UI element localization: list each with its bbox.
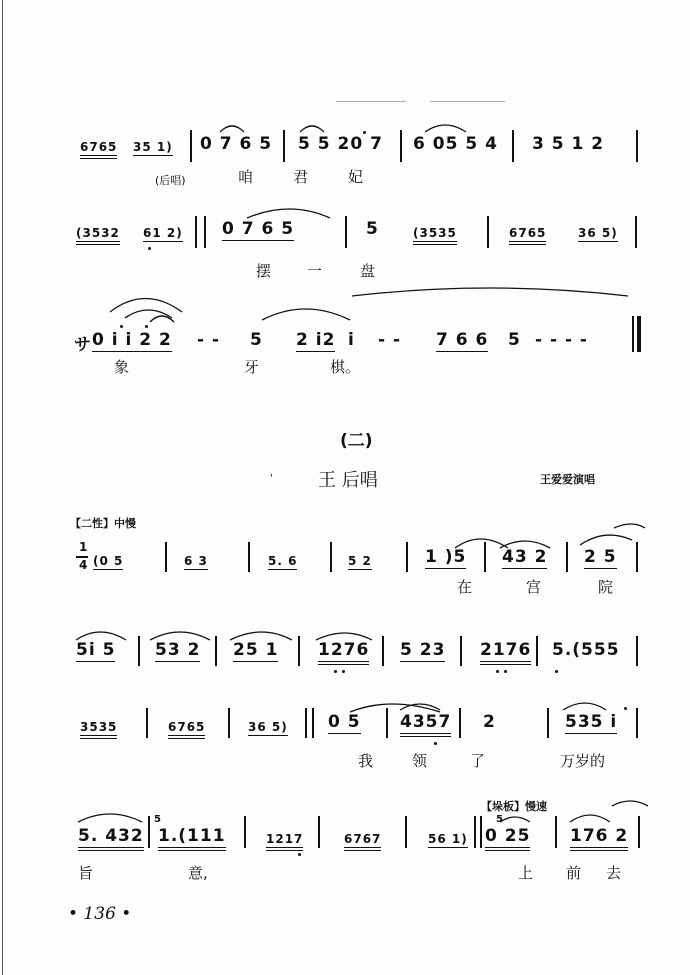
octave-dot [298,853,301,856]
barline [204,216,206,248]
note-group: (0 5 [93,554,124,568]
lyric: 院 [598,578,614,596]
note-group: 1276 [318,640,369,665]
slur [262,309,350,320]
barline [195,216,197,248]
lyric: 宫 [526,578,542,596]
lyric: 意, [188,864,208,882]
octave-dot [434,742,437,745]
note-group: 5 5 20 7 [298,134,383,154]
lyric: 一 [307,262,323,280]
barline [480,816,482,848]
lyric: 象 [114,358,130,376]
note: i [348,330,355,350]
barline [382,636,384,666]
lyric: 妃 [348,168,364,186]
note-group: 7 6 6 [436,330,489,350]
note-group: 25 1 [233,640,279,660]
barline [484,542,486,572]
lyric: 盘 [360,262,376,280]
barline [536,636,538,666]
tempo-mark: 【垛板】慢速 [481,800,547,813]
note-group: 535 i [565,712,618,732]
note-group: 176 2 [570,826,628,851]
slur [220,126,244,132]
note-group: 4357 [400,712,451,737]
time-signature-top: 1 [79,540,89,554]
octave-dot [334,670,337,673]
note-group: 36 5) [248,720,288,734]
rest-dashes: - - - - [535,330,588,350]
barline [487,216,489,248]
note-group: 3 5 1 2 [532,134,605,154]
barline [555,816,557,848]
slur [76,632,126,640]
note-group: 5i 5 [76,640,116,660]
barline [566,542,568,572]
lyric: 万岁的 [560,752,606,770]
barline [248,542,250,572]
barline [547,708,549,738]
barline [330,542,332,572]
barline [190,130,192,162]
note-group: 6765 [80,140,117,159]
lyric: 了 [470,752,486,770]
grace-note: 5 [496,814,504,825]
note-group: 5. 432 [78,826,144,851]
slur [78,814,142,822]
slur [352,288,628,296]
barline [460,636,462,666]
barline [635,216,637,248]
note-group: 1 )5 [425,547,467,567]
note-group: 2 5 [584,547,617,567]
scan-mark [336,101,406,102]
octave-dot [555,670,558,673]
barline [146,708,148,738]
note-group: 61 2) [143,226,183,240]
lyric: 牙 [244,358,260,376]
slur [563,703,606,710]
barline [148,816,150,848]
lyric: 旨 [78,864,94,882]
tempo-mark: 【二性】中慢 [70,517,136,530]
barline [636,708,638,738]
note-group: 0 25 [485,826,530,851]
slur [580,535,632,545]
note-group: 53 2 [155,640,201,660]
slur [350,704,440,712]
octave-dot [148,247,151,250]
note: 5 [250,330,263,350]
lyric: 君 [293,168,309,186]
barline [298,636,300,666]
note-group: 56 1) [428,832,468,846]
barline [165,542,167,572]
lyric-part-label: (后唱) [155,174,186,187]
barline [406,542,408,572]
lyric: 前 [566,864,582,882]
note-group: 2176 [480,640,531,665]
slur [110,299,182,313]
note-group: (3535 [413,226,457,245]
lyric: 棋。 [330,358,361,376]
barline [228,708,230,738]
barline [512,130,514,162]
scan-mark: ' [270,473,273,484]
lyric: 上 [518,864,534,882]
page-number: • 136 • [68,904,132,924]
scan-mark [430,101,505,102]
note-group: 1.(111 [158,826,226,851]
performer-credit: 王爱爱演唱 [540,473,595,486]
note-group: 43 2 [502,547,548,567]
page-edge [2,0,3,975]
lyric: 摆 [256,262,272,280]
note-group: 1217 [266,832,303,851]
barline [138,636,140,666]
slur [125,310,172,318]
barline [636,636,638,666]
barline [312,708,314,738]
free-meter-mark: サ [74,335,92,355]
slur [316,633,372,640]
rest-dashes: - - [197,330,221,350]
slur [612,801,648,806]
note-group: 3535 [80,720,117,739]
barline [459,708,461,738]
barline [244,816,246,848]
octave-dot [363,131,366,134]
slur [300,126,324,132]
barline [405,816,407,848]
note-group: (3532 [76,226,120,245]
note-group: 5. 6 [268,554,298,568]
slur [614,524,645,528]
slur [500,817,530,822]
note-group: 0 7 6 5 [222,219,295,239]
octave-dot [504,670,507,673]
note-group: 6 3 [184,554,208,568]
barline [636,130,638,162]
slur [150,316,174,322]
note-group: 6765 [168,720,205,739]
lyric: 咱 [238,168,254,186]
octave-dot [624,707,627,710]
note-group: 36 5) [578,226,618,240]
note-group: 0 5 [328,712,361,732]
note-group: 6765 [509,226,546,245]
note-group: 35 1) [133,140,173,154]
section-title: 王 后唱 [318,470,378,491]
note: 5 [508,330,521,350]
barline [474,816,476,848]
barline [400,130,402,162]
note: 5 [366,219,379,239]
slur [247,209,330,218]
final-barline-thin [632,316,634,352]
grace-note: 5 [154,814,162,825]
final-barline-thick [637,316,641,352]
note-group: 6767 [344,832,381,851]
barline [345,216,347,248]
barline [638,816,640,848]
barline [215,636,217,666]
note-group: 0 i i 2 2 [92,330,172,350]
time-signature-bottom: 4 [79,558,89,572]
slur [425,125,466,132]
octave-dot [120,325,123,328]
lyric: 领 [412,752,428,770]
lyric: 去 [606,864,622,882]
note-group: 0 7 6 5 [200,134,273,154]
lyric: 在 [457,578,473,596]
octave-dot [145,325,148,328]
slur [150,632,210,640]
lyric: 我 [358,752,374,770]
slur [230,632,292,640]
barline [636,542,638,572]
note-group: 5.(555 [552,640,620,660]
barline [305,708,307,738]
barline [386,708,388,738]
note: 2 [483,712,496,732]
slur [570,815,610,822]
rest-dashes: - - [378,330,402,350]
octave-dot [342,670,345,673]
note-group: 2 i2 [296,330,336,350]
slur [400,704,440,710]
note-group: 5 23 [400,640,446,660]
barline [318,816,320,848]
octave-dot [496,670,499,673]
note-group: 5 2 [348,554,372,568]
section-number: (二) [340,431,373,451]
note-group: 6 05 5 4 [413,134,498,154]
barline [283,130,285,162]
